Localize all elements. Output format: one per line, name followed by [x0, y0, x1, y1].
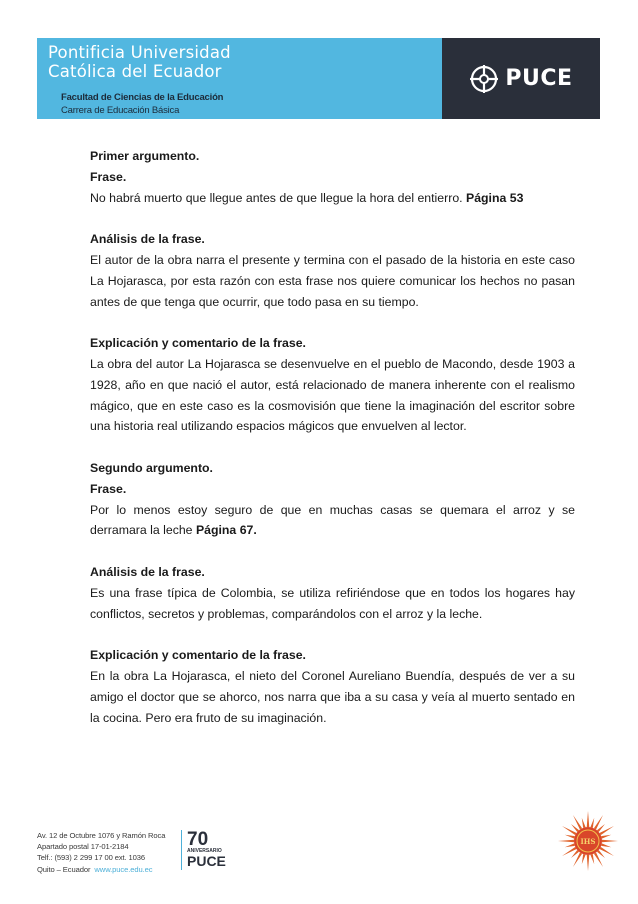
seal-ray	[590, 818, 594, 828]
seal-ray	[587, 811, 590, 827]
seal-ray	[601, 835, 611, 839]
puce-emblem-icon	[469, 64, 499, 94]
arg2-analysis-title: Análisis de la frase.	[90, 564, 205, 579]
anniv-word: ANIVERSARIO	[187, 848, 222, 854]
puce-logo	[469, 64, 572, 94]
arg1-analysis-title: Análisis de la frase.	[90, 232, 205, 247]
seal-ray	[590, 854, 594, 864]
seal-ray	[565, 843, 575, 847]
header-band	[37, 38, 442, 119]
career-name: Carrera de Educación Básica	[61, 105, 180, 116]
seal-ray	[587, 855, 590, 871]
seal-ray	[558, 840, 574, 843]
seal-ray	[582, 818, 586, 828]
anniversary-logo	[178, 828, 230, 874]
letterhead-header	[37, 38, 600, 119]
footer-city-line	[37, 864, 165, 875]
university-name-line1: Pontificia Universidad	[48, 43, 231, 62]
footer-website-link[interactable]: www.puce.edu.ec	[94, 864, 153, 874]
footer-address	[37, 830, 165, 875]
faculty-name: Facultad de Ciencias de la Educación	[61, 92, 224, 103]
footer-postal: Apartado postal 17-01-2184	[37, 842, 129, 852]
anniv-puce: PUCE	[187, 853, 226, 869]
jesuit-seal-icon	[557, 810, 619, 872]
arg2-frase-label: Frase.	[90, 481, 127, 496]
university-name-line2: Católica del Ecuador	[48, 62, 222, 81]
footer-phone: Telf.: (593) 2 299 17 00 ext. 1036	[37, 853, 146, 863]
seal-ray	[582, 854, 586, 864]
document-body	[90, 146, 575, 728]
university-name	[48, 43, 231, 81]
seal-ray	[597, 850, 605, 858]
arg1-explain-title: Explicación y comentario de la frase.	[90, 336, 306, 351]
arg2-title: Segundo argumento.	[90, 460, 213, 475]
arg1-frase-label: Frase.	[90, 169, 127, 184]
footer-street: Av. 12 de Octubre 1076 y Ramón Roca	[37, 831, 166, 840]
arg1-frase-text: No habrá muerto que llegue antes de que llegue la hora del entierro.	[90, 190, 463, 205]
arg1-title: Primer argumento.	[90, 149, 200, 163]
seal-ray	[565, 835, 575, 839]
arg1-frase	[90, 188, 575, 209]
arg1-explain-text: La obra del autor La Hojarasca se desenvuelve en el pueblo de Macondo, desde 1903 a 1928, año en que nació el autor, está relacionado de manera inherente con el realismo mágico, que en este caso es la cosmovisión que tiene la imaginación del escritor sobre una historia real utilizando espacios mágicos que envuelven al lector.	[90, 356, 575, 434]
anniv-number: 70	[187, 829, 209, 850]
arg2-analysis-text: Es una frase típica de Colombia, se utiliza refiriéndose que en todos los hogares hay conflictos, secretos y problemas, comparándolos con el arroz y la leche.	[90, 585, 575, 621]
arg2-page-ref: Página 67.	[195, 523, 257, 538]
arg2-explain-text: En la obra La Hojarasca, el nieto del Coronel Aureliano Buendía, después de ver a su amigo el doctor que se ahorco, nos narra que iba a su casa y veía al muerto sentado en la cocina. Pero era fruto de su imaginación.	[90, 668, 575, 725]
seal-ray	[597, 824, 605, 832]
arg1-analysis-text: El autor de la obra narra el presente y termina con el pasado de la historia en este caso La Hojarasca, por esta razón con esta frase nos quiere comunicar los hechos no pasan antes de que tenga que ocurrir, que todo pasa en su tiempo.	[90, 252, 575, 309]
footer-city: Quito – Ecuador	[37, 864, 91, 874]
arg2-frase-text: Por lo menos estoy seguro de que en muchas casas se quemara el arroz y se derramara la leche	[90, 502, 575, 538]
seal-ray	[571, 850, 579, 858]
arg1-page-ref: Página 53	[466, 190, 524, 205]
seal-text: IHS	[580, 837, 596, 846]
seal-ray	[602, 840, 618, 843]
seal-ray	[601, 843, 611, 847]
seal-ray	[571, 824, 579, 832]
arg2-frase	[90, 500, 575, 542]
arg2-explain-title: Explicación y comentario de la frase.	[90, 648, 306, 663]
puce-logo-text: PUCE	[505, 66, 573, 91]
header-logo-panel	[442, 38, 600, 119]
